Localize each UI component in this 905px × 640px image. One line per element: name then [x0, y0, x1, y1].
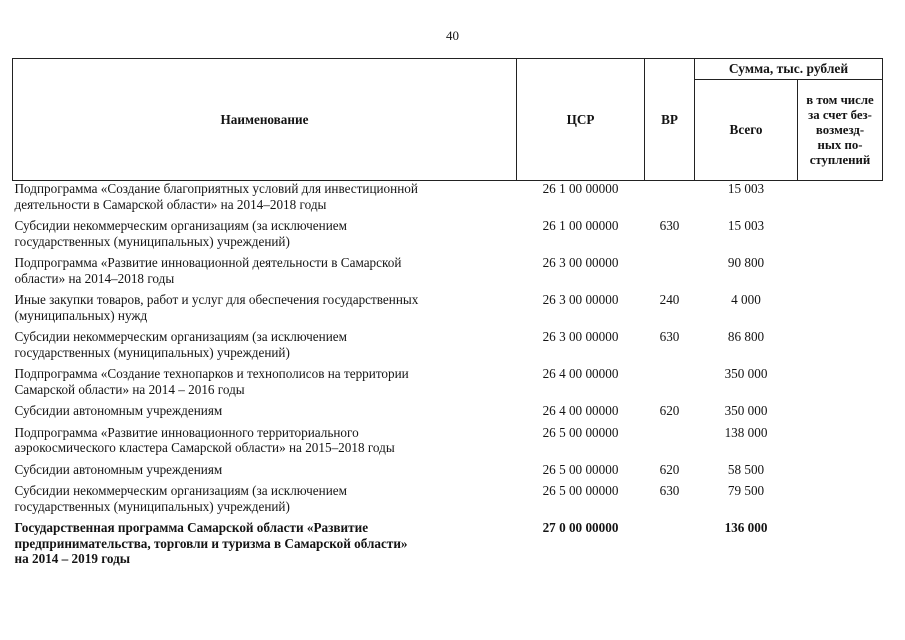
header-including-line: в том числе — [806, 92, 874, 107]
table-row — [13, 366, 883, 403]
row-including — [798, 292, 883, 329]
row-vr — [645, 366, 695, 403]
row-vr — [645, 425, 695, 462]
row-name-line: Субсидии некоммерческим организациям (за исключением — [14, 329, 347, 344]
row-name-line: Подпрограмма «Создание технопарков и технополисов на территории — [14, 366, 409, 381]
row-total: 79 500 — [727, 483, 765, 498]
table-row — [13, 425, 883, 462]
row-total: 58 500 — [727, 461, 765, 477]
row-name-line: государственных (муниципальных) учреждений) — [14, 498, 290, 514]
row-total: 136 000 — [724, 520, 768, 535]
row-csr: 26 5 00 00000 — [542, 461, 619, 477]
row-csr: 26 4 00 00000 — [542, 366, 619, 381]
row-including — [798, 181, 883, 219]
table-row — [13, 403, 883, 425]
row-csr: 26 3 00 00000 — [542, 255, 619, 270]
row-vr: 620 — [659, 461, 680, 477]
header-csr: ЦСР — [517, 59, 645, 181]
row-vr — [645, 255, 695, 292]
row-including — [798, 218, 883, 255]
row-csr: 26 5 00 00000 — [542, 483, 619, 498]
row-name — [13, 462, 517, 484]
row-including — [798, 520, 883, 573]
row-csr: 26 3 00 00000 — [542, 292, 619, 307]
header-sum: Сумма, тыс. рублей — [695, 59, 883, 80]
row-name-line: государственных (муниципальных) учреждений) — [14, 344, 290, 360]
row-vr: 630 — [659, 329, 680, 344]
header-including-line: ных по- — [817, 137, 863, 152]
row-including — [798, 425, 883, 462]
row-name-line: государственных (муниципальных) учреждений) — [14, 233, 290, 249]
table-row — [13, 483, 883, 520]
row-including — [798, 403, 883, 425]
row-name-line: Подпрограмма «Создание благоприятных условий для инвестиционной — [14, 181, 418, 196]
row-total: 15 003 — [727, 218, 765, 233]
table-row — [13, 329, 883, 366]
row-csr: 26 1 00 00000 — [542, 181, 619, 196]
row-including — [798, 462, 883, 484]
row-name — [13, 255, 517, 292]
row-name-line: Субсидии автономным учреждениям — [14, 461, 223, 477]
row-name — [13, 520, 517, 573]
table-row — [13, 218, 883, 255]
row-total: 350 000 — [724, 366, 768, 381]
row-total: 90 800 — [727, 255, 765, 270]
row-including — [798, 483, 883, 520]
row-name-line: аэрокосмического кластера Самарской области» на 2015–2018 годы — [14, 440, 395, 455]
row-total: 86 800 — [727, 329, 765, 344]
row-name-line: Иные закупки товаров, работ и услуг для обеспечения государственных — [14, 292, 419, 307]
row-name — [13, 218, 517, 255]
row-including — [798, 255, 883, 292]
row-total: 15 003 — [727, 181, 765, 196]
header-including — [798, 80, 883, 181]
row-csr: 26 3 00 00000 — [542, 329, 619, 344]
row-vr — [645, 520, 695, 573]
budget-table — [12, 58, 883, 573]
row-including — [798, 366, 883, 403]
row-csr: 26 1 00 00000 — [542, 218, 619, 233]
row-vr: 630 — [659, 218, 680, 233]
row-name-line: Государственная программа Самарской области «Развитие — [14, 520, 369, 535]
row-total: 350 000 — [724, 403, 768, 418]
header-including-line: за счет без- — [808, 107, 872, 122]
table-row — [13, 462, 883, 484]
header-total: Всего — [695, 80, 798, 181]
header-including-line: возмезд- — [815, 122, 865, 137]
page-number: 40 — [446, 28, 459, 43]
row-total: 4 000 — [731, 292, 761, 307]
row-name — [13, 366, 517, 403]
header-including-line: ступлений — [809, 152, 871, 167]
row-name-line: Субсидии некоммерческим организациям (за исключением — [14, 218, 347, 233]
row-name-line: деятельности в Самарской области» на 2014–2018 годы — [14, 196, 327, 212]
table-row — [13, 255, 883, 292]
table-row — [13, 520, 883, 573]
row-name — [13, 425, 517, 462]
row-name — [13, 181, 517, 219]
row-vr: 240 — [659, 292, 680, 307]
table-body — [13, 181, 883, 573]
table-row — [13, 292, 883, 329]
row-name — [13, 483, 517, 520]
row-name-line: Самарской области» на 2014 – 2016 годы — [14, 381, 245, 397]
header-vr: ВР — [645, 59, 695, 181]
row-vr: 620 — [659, 403, 680, 418]
row-name — [13, 403, 517, 425]
row-name-line: Подпрограмма «Развитие инновационной деятельности в Самарской — [14, 255, 402, 270]
row-csr: 26 5 00 00000 — [542, 424, 619, 440]
row-total: 138 000 — [724, 424, 768, 440]
row-csr: 27 0 00 00000 — [542, 520, 619, 535]
row-name — [13, 329, 517, 366]
row-name-line: Подпрограмма «Развитие инновационного территориального — [14, 424, 359, 440]
header-name: Наименование — [13, 59, 517, 181]
row-name-line: предпринимательства, торговли и туризма в Самарской области» — [14, 535, 408, 551]
row-name-line: (муниципальных) нужд — [14, 307, 148, 323]
row-name — [13, 292, 517, 329]
row-vr: 630 — [659, 483, 680, 498]
row-including — [798, 329, 883, 366]
row-name-line: Субсидии автономным учреждениям — [14, 403, 223, 418]
row-vr — [645, 181, 695, 219]
row-name-line: на 2014 – 2019 годы — [14, 551, 131, 566]
table-row — [13, 181, 883, 219]
row-name-line: Субсидии некоммерческим организациям (за исключением — [14, 483, 347, 498]
row-name-line: области» на 2014–2018 годы — [14, 270, 175, 286]
row-csr: 26 4 00 00000 — [542, 403, 619, 418]
